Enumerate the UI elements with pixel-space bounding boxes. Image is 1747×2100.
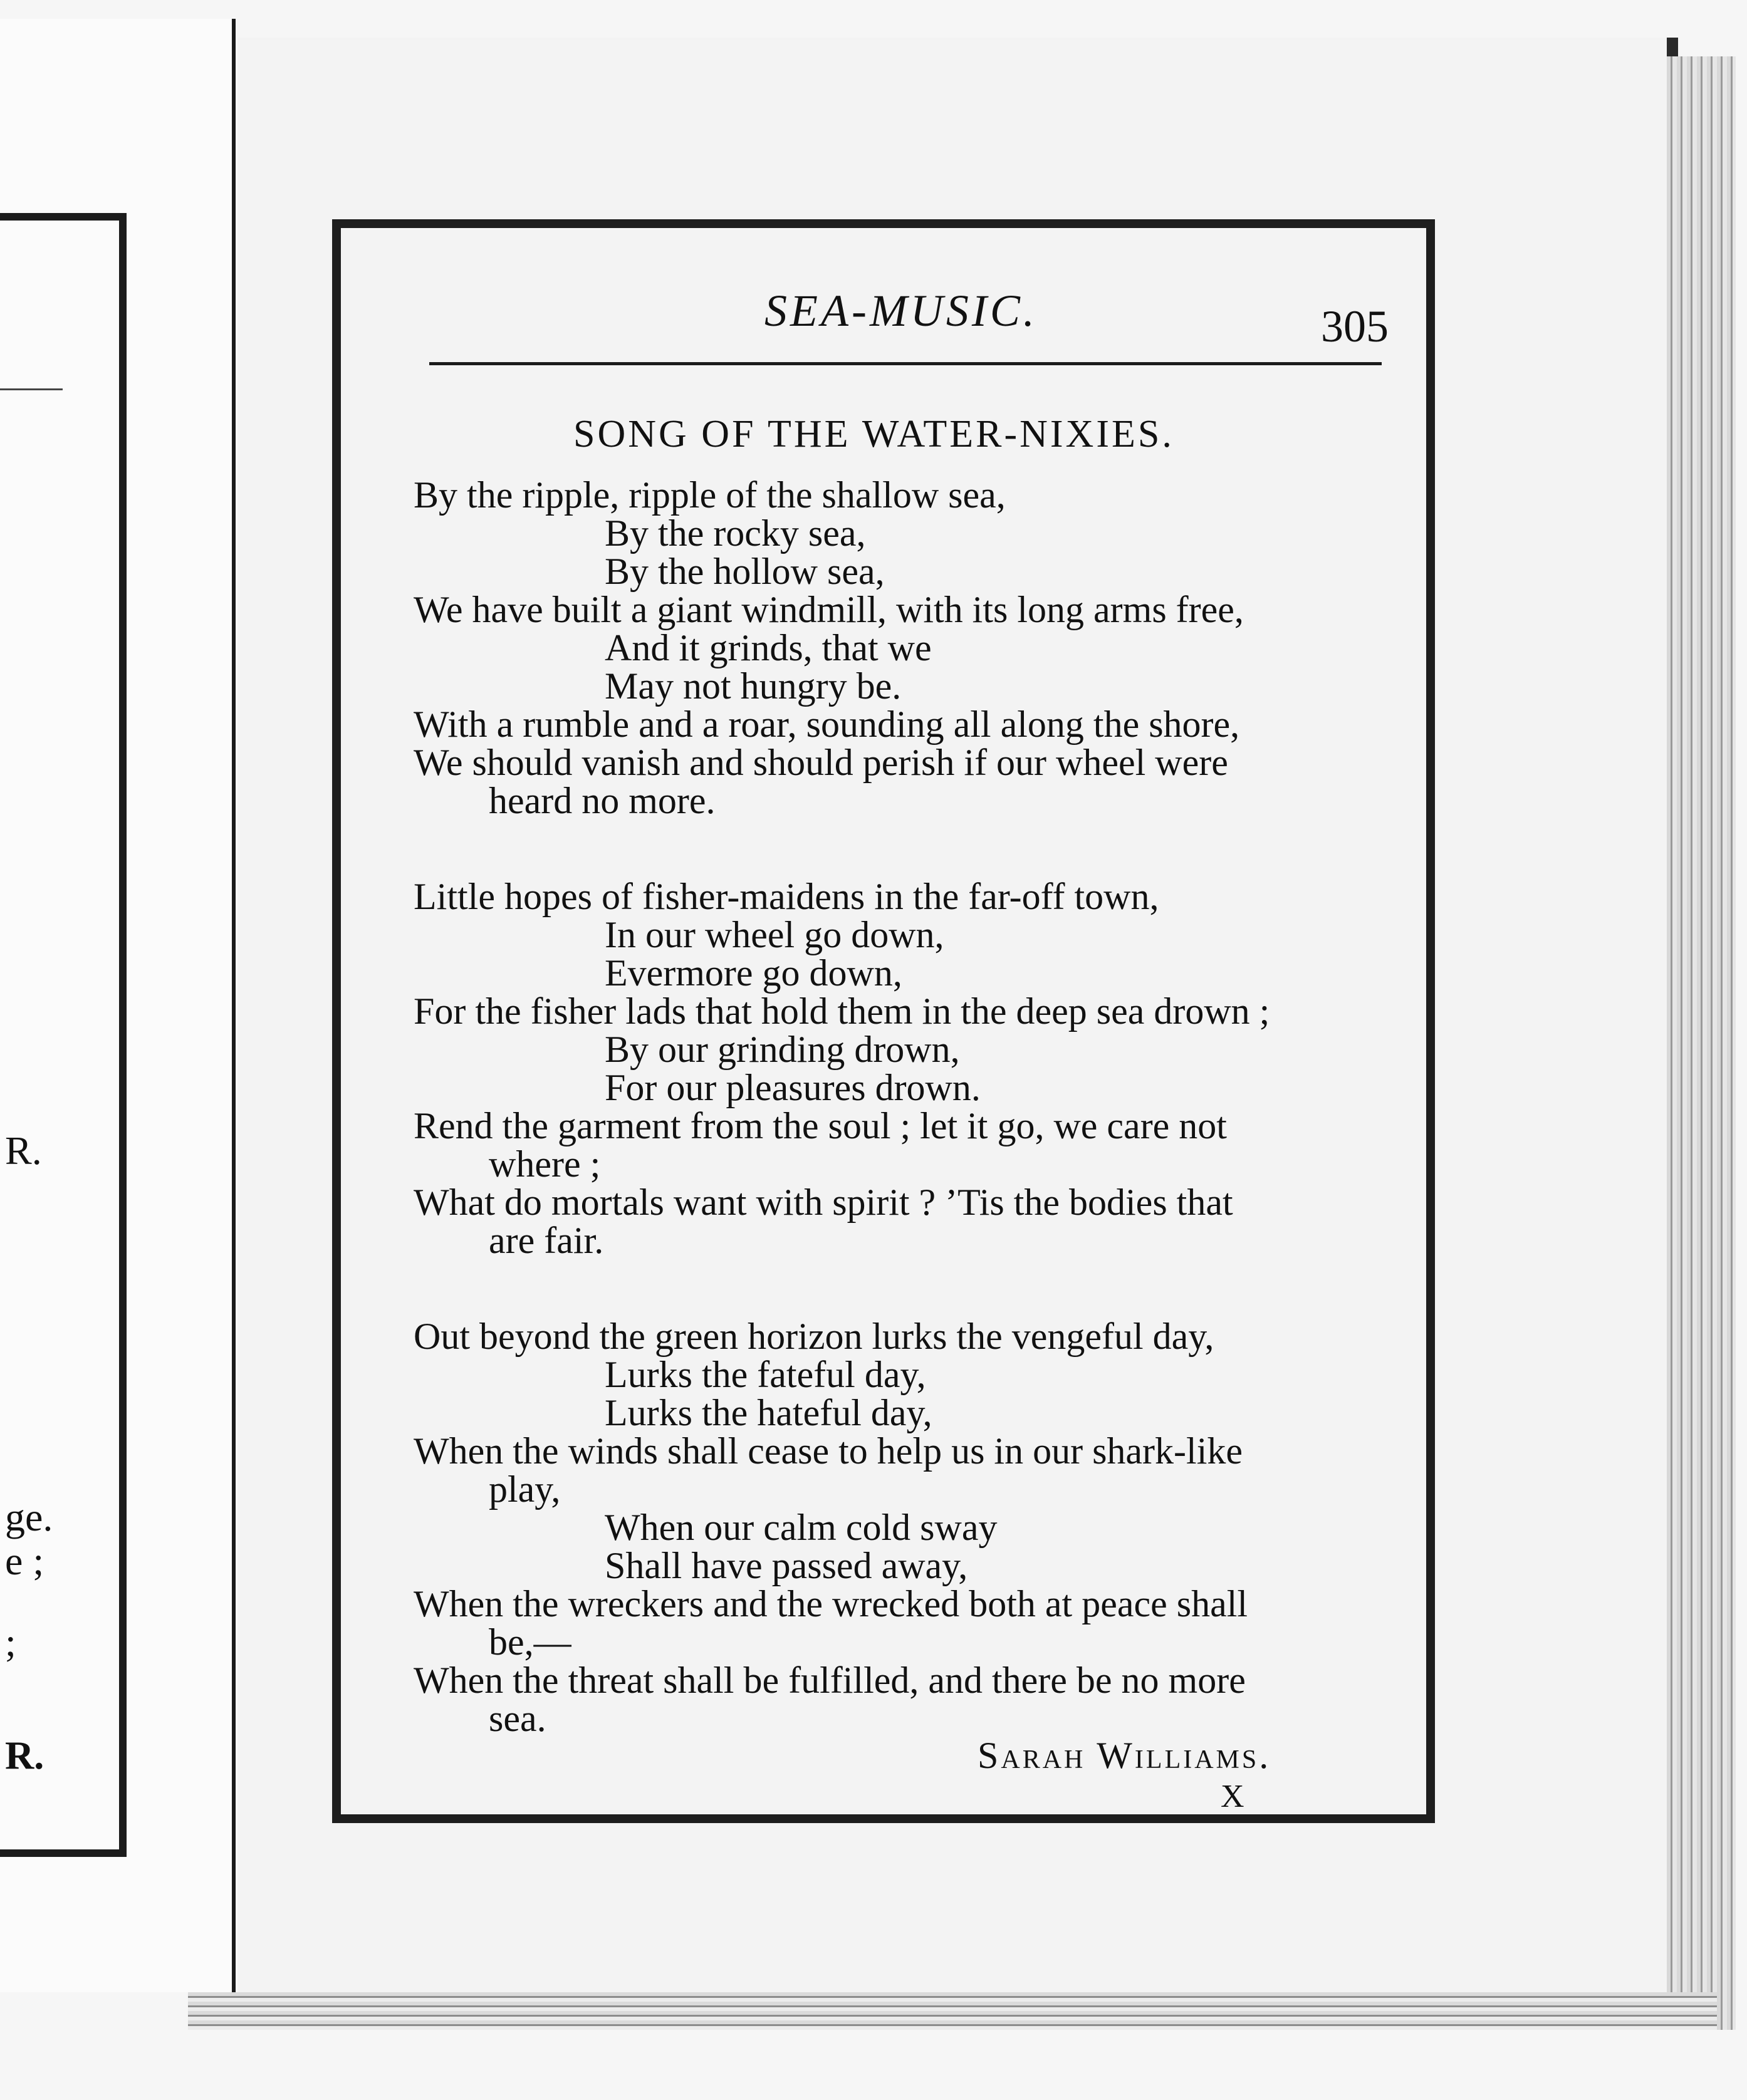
- poem-line: For the fisher lads that hold them in the deep sea drown ;: [414, 990, 1270, 1032]
- signature-mark: X: [1221, 1779, 1244, 1814]
- poem-line: When the threat shall be fulfilled, and there be no more: [414, 1660, 1246, 1701]
- author-attribution: Sarah Williams.: [978, 1735, 1271, 1776]
- poem-line: We have built a giant windmill, with its long arms free,: [414, 589, 1244, 630]
- poem-line: are fair.: [489, 1220, 604, 1261]
- poem-line: When our calm cold sway: [605, 1507, 998, 1548]
- poem-line: For our pleasures drown.: [605, 1067, 981, 1108]
- poem-line: Lurks the hateful day,: [605, 1392, 932, 1433]
- poem-line: Little hopes of fisher-maidens in the far-off town,: [414, 876, 1159, 917]
- poem-line: Shall have passed away,: [605, 1545, 968, 1586]
- stanza-break: [414, 1260, 1379, 1318]
- poem-line: heard no more.: [489, 780, 716, 821]
- stanza-1: [414, 476, 1379, 820]
- previous-page-fragment: [0, 19, 236, 1992]
- poem-line: Lurks the fateful day,: [605, 1354, 926, 1395]
- previous-page-text-fragment: R.: [5, 1128, 42, 1173]
- poem-line: where ;: [489, 1143, 601, 1185]
- previous-page-rule: [0, 388, 63, 390]
- poem-line: Evermore go down,: [605, 952, 902, 994]
- poem-body: [414, 476, 1379, 1738]
- previous-page-border: [0, 213, 127, 1857]
- previous-page-text-fragment: ;: [5, 1620, 16, 1665]
- previous-page-text-fragment: e ;: [5, 1539, 44, 1583]
- poem-line: By the rocky sea,: [605, 512, 866, 554]
- stanza-3: [414, 1318, 1379, 1738]
- poem-line: When the winds shall cease to help us in our shark-like: [414, 1430, 1243, 1472]
- stanza-2: [414, 878, 1379, 1260]
- poem-title: SONG OF THE WATER-NIXIES.: [573, 413, 1174, 455]
- previous-page-text-fragment: R.: [5, 1733, 44, 1777]
- stanza-break: [414, 820, 1379, 878]
- poem-line: We should vanish and should perish if our wheel were: [414, 742, 1228, 783]
- poem-line: With a rumble and a roar, sounding all along the shore,: [414, 704, 1240, 745]
- previous-page-text-fragment: ge.: [5, 1495, 53, 1539]
- poem-line: be,—: [489, 1621, 571, 1663]
- poem-line: What do mortals want with spirit ? ’Tis the bodies that: [414, 1182, 1233, 1223]
- page-edges-bottom: [188, 1992, 1717, 2030]
- header-rule: [429, 362, 1382, 365]
- page-edges-right: [1667, 56, 1736, 2030]
- poem-line: Rend the garment from the soul ; let it go, we care not: [414, 1105, 1227, 1146]
- poem-line: sea.: [489, 1698, 546, 1739]
- poem-line: In our wheel go down,: [605, 914, 944, 955]
- poem-line: By the hollow sea,: [605, 551, 885, 592]
- poem-line: May not hungry be.: [605, 665, 902, 707]
- poem-line: By our grinding drown,: [605, 1029, 960, 1070]
- running-head: SEA-MUSIC.: [764, 286, 1038, 336]
- poem-line: play,: [489, 1468, 561, 1510]
- poem-line: Out beyond the green horizon lurks the vengeful day,: [414, 1316, 1214, 1357]
- poem-line: And it grinds, that we: [605, 627, 932, 668]
- poem-line: When the wreckers and the wrecked both at peace shall: [414, 1583, 1248, 1624]
- page-number: 305: [1321, 301, 1389, 351]
- poem-line: By the ripple, ripple of the shallow sea,: [414, 474, 1006, 516]
